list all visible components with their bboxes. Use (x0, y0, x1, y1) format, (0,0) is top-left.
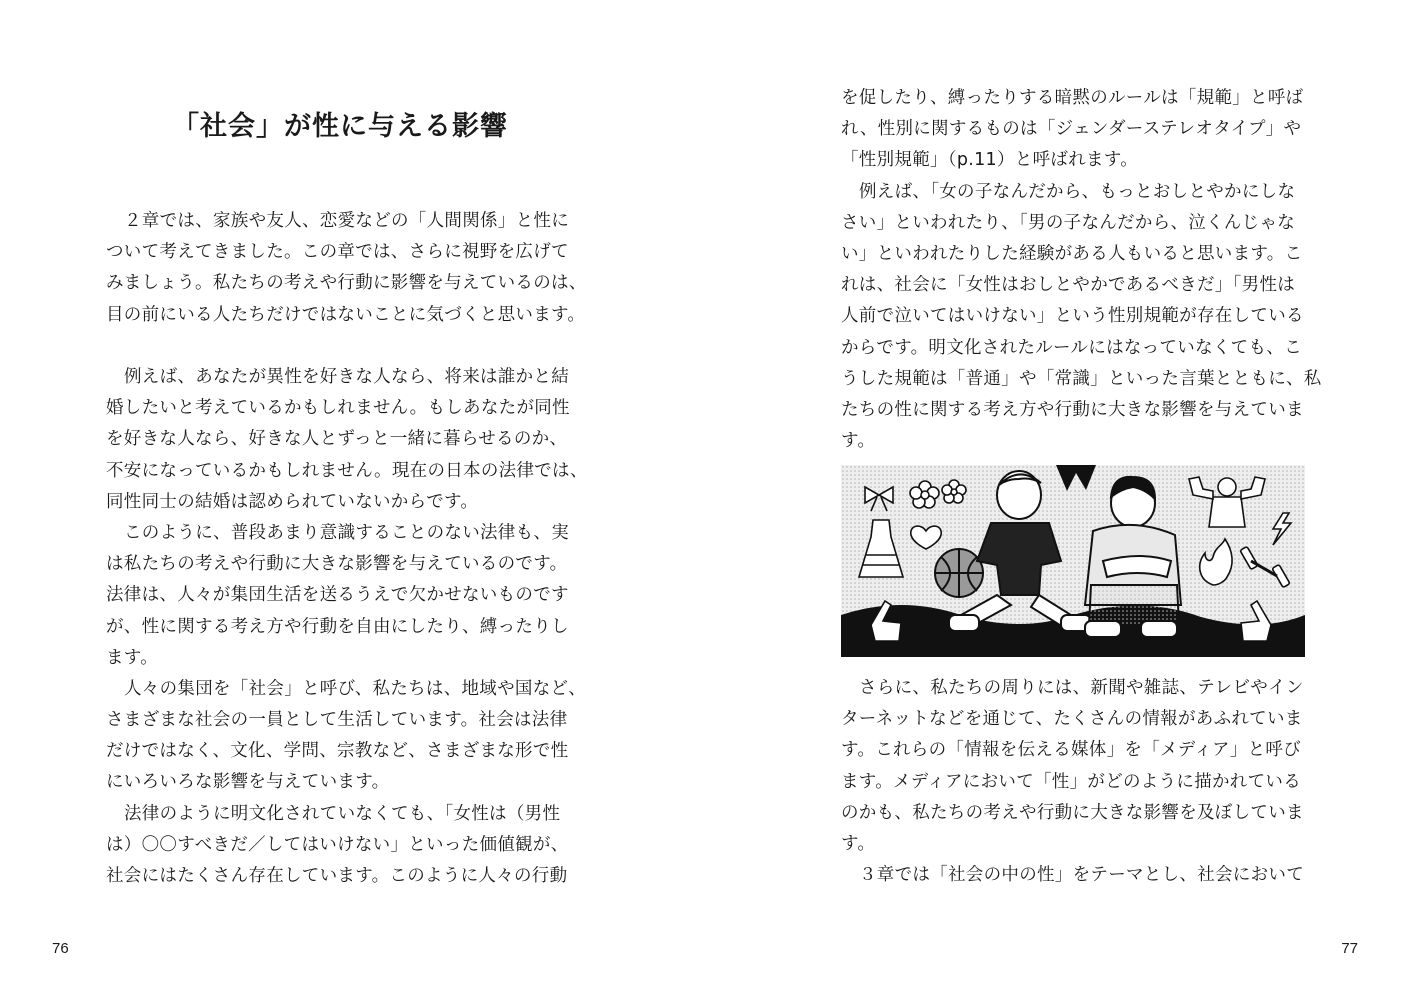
text-line: 不安になっているかもしれません。現在の日本の法律では、 (106, 460, 588, 481)
illustration-drawing (841, 465, 1305, 657)
text-line: のかも、私たちの考えや行動に大きな影響を及ぼしていま (841, 802, 1304, 823)
text-line: す。これらの「情報を伝える媒体」を「メディア」と呼び (841, 740, 1301, 761)
text-line: ２章では、家族や友人、恋愛などの「人間関係」と性に (124, 211, 569, 231)
text-line: 人々の集団を「社会」と呼び、私たちは、地域や国など、 (124, 678, 587, 699)
text-line: 法律のように明文化されていなくても、「女性は（男性 (124, 803, 561, 824)
paragraph (106, 362, 588, 892)
text-line: にいろいろな影響を与えています。 (106, 772, 390, 793)
text-line: 例えば、「女の子なんだから、もっとおしとやかにしな (859, 181, 1296, 202)
text-line: 社会にはたくさん存在しています。このように人々の行動 (106, 866, 568, 886)
text-line: ついて考えてきました。この章では、さらに視野を広げて (106, 242, 569, 263)
text-line: ターネットなどを通じて、たくさんの情報があふれていま (841, 709, 1303, 730)
text-line: れ、性別に関するものは「ジェンダーステレオタイプ」や (841, 119, 1302, 140)
basketball-icon (935, 549, 983, 597)
text-line: 「性別規範」（p.11）と呼ばれます。 (841, 150, 1138, 171)
text-line: だけではなく、文化、学問、宗教など、さまざまな形で性 (106, 741, 569, 762)
paragraph (841, 83, 1322, 457)
text-line: す。 (841, 431, 876, 452)
text-line: ます。メディアにおいて「性」がどのように描かれている (841, 771, 1301, 792)
page-number: 76 (52, 940, 69, 957)
text-line: す。 (841, 833, 876, 854)
page-number: 77 (1341, 940, 1358, 957)
text-line: 法律は、人々が集団生活を送るうえで欠かせないものです (106, 585, 569, 606)
right-page (705, 0, 1410, 1000)
illustration (841, 465, 1305, 657)
text-line: 婚したいと考えているかもしれません。もしあなたが同性 (106, 398, 570, 419)
text-line: たちの性に関する考え方や行動に大きな影響を与えていま (841, 399, 1304, 420)
text-line: さい」といわれたり、「男の子なんだから、泣くんじゃな (841, 212, 1296, 233)
text-line: 目の前にいる人たちだけではないことに気づくと思います。 (106, 304, 586, 325)
text-line: を好きな人なら、好きな人とずっと一緒に暮らせるのか、 (106, 429, 568, 450)
text-line: ３章では「社会の中の性」をテーマとし、社会において (859, 865, 1304, 886)
text-line: 人前で泣いてはいけない」という性別規範が存在している (841, 306, 1304, 327)
text-line: このように、普段あまり意識することのない法律も、実 (124, 522, 569, 543)
text-line: が、性に関する考え方や行動を自由にしたり、縛ったりし (106, 616, 569, 637)
text-line: ます。 (106, 647, 158, 668)
text-line: さまざまな社会の一員として生活しています。社会は法律 (106, 710, 568, 731)
chapter-title: 「社会」が性に与える影響 (172, 111, 508, 142)
text-line: みましょう。私たちの考えや行動に影響を与えているのは、 (106, 273, 587, 294)
text-line: うした規範は「普通」や「常識」といった言葉とともに、私 (841, 368, 1322, 389)
text-line: い」といわれたりした経験がある人もいると思います。こ (841, 243, 1303, 264)
text-line: は）〇〇すべきだ／してはいけない」といった価値観が、 (106, 834, 569, 855)
paragraph (106, 206, 587, 331)
text-line: を促したり、縛ったりする暗黙のルールは「規範」と呼ば (841, 88, 1304, 108)
text-line: れは、社会に「女性はおしとやかであるべきだ」「男性は (841, 275, 1296, 296)
text-line: からです。明文化されたルールにはなっていなくても、こ (841, 337, 1302, 358)
text-line: 例えば、あなたが異性を好きな人なら、将来は誰かと結 (124, 367, 569, 387)
text-line: 同性同士の結婚は認められていないからです。 (106, 491, 479, 512)
paragraph (841, 673, 1304, 891)
text-line: は私たちの考えや行動に大きな影響を与えているのです。 (106, 554, 568, 575)
text-line: さらに、私たちの周りには、新聞や雑誌、テレビやイン (859, 678, 1304, 698)
